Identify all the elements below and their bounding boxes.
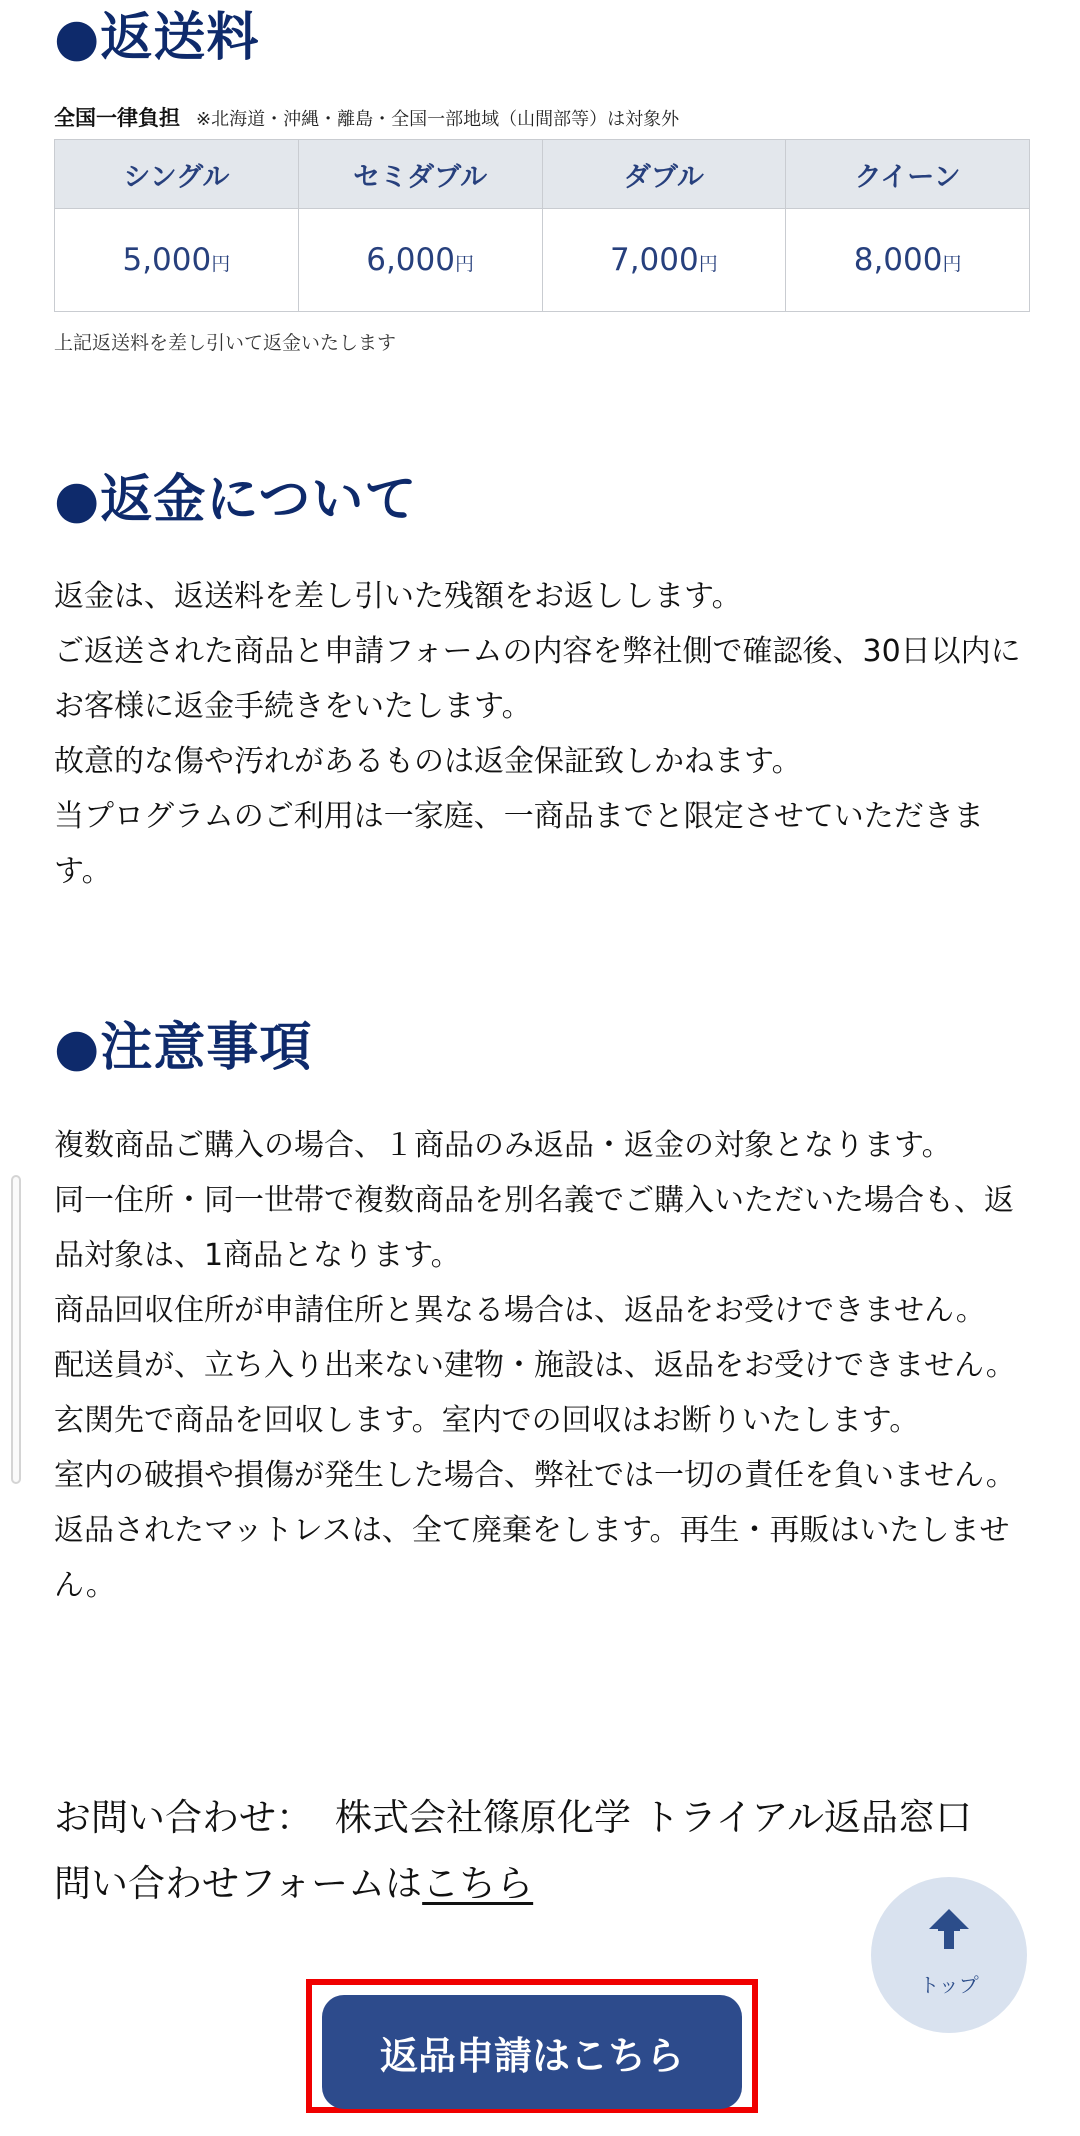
refund-line: 当プログラムのご利用は一家庭、一商品までと限定させていただきます。 (54, 799, 984, 889)
price-value: 7,000 (609, 242, 699, 278)
shipping-fee-table (54, 139, 1030, 312)
notice-line: 室内の破損や損傷が発生した場合、弊社では一切の責任を負いません。 (54, 1458, 1016, 1493)
exclusion-note: ※北海道・沖縄・離島・全国一部地域（山間部等）は対象外 (196, 109, 680, 130)
notice-line: 返品されたマットレスは、全て廃棄をします。再生・再販はいたしません。 (54, 1513, 1010, 1603)
table-row (55, 209, 1030, 312)
price-double (542, 209, 786, 312)
contact-form-line (54, 1851, 972, 1917)
refund-line: 返金は、返送料を差し引いた残額をお返しします。 (54, 579, 742, 614)
yen-unit: 円 (454, 253, 474, 275)
refund-body (54, 569, 1030, 899)
highlight-frame (306, 1979, 758, 2113)
contact-form-link[interactable]: こちら (422, 1862, 534, 1905)
back-to-top-label: トップ (919, 1975, 979, 1997)
refund-line: 故意的な傷や汚れがあるものは返金保証致しかねます。 (54, 744, 802, 779)
price-value: 5,000 (122, 242, 212, 278)
contact-company: 株式会社篠原化学 トライアル返品窓口 (335, 1796, 973, 1839)
contact-section (54, 1785, 972, 1917)
notice-line: 配送員が、立ち入り出来ない建物・施設は、返品をお受けできません。 (54, 1348, 1016, 1383)
yen-unit: 円 (698, 253, 718, 275)
header-semi-double: セミダブル (298, 140, 542, 209)
contact-form-prefix: 問い合わせフォームは (54, 1862, 423, 1905)
table-header-row (55, 140, 1030, 209)
yen-unit: 円 (942, 253, 962, 275)
flat-rate-label: 全国一律負担 (54, 106, 180, 130)
header-queen: クイーン (786, 140, 1030, 209)
table-note: 上記返送料を差し引いて返金いたします (54, 332, 397, 354)
notice-line: 複数商品ご購入の場合、１商品のみ返品・返金の対象となります。 (54, 1128, 952, 1163)
price-semi-double (298, 209, 542, 312)
contact-label: お問い合わせ： (54, 1796, 313, 1839)
shipping-fee-subtitle (54, 104, 679, 134)
price-value: 8,000 (853, 242, 943, 278)
contact-line (54, 1785, 972, 1851)
header-single: シングル (55, 140, 299, 209)
price-single (55, 209, 299, 312)
shipping-fee-title: ●返送料 (54, 8, 260, 68)
back-to-top-button[interactable] (871, 1877, 1027, 2033)
header-double: ダブル (542, 140, 786, 209)
notice-line: 同一住所・同一世帯で複数商品を別名義でご購入いただいた場合も、返品対象は、1商品となります。 (54, 1183, 1014, 1273)
refund-title: ●返金について (54, 470, 418, 530)
arrow-up-icon (925, 1905, 973, 1953)
yen-unit: 円 (211, 253, 231, 275)
scrollbar[interactable] (11, 1175, 21, 1484)
price-queen (786, 209, 1030, 312)
notice-line: 商品回収住所が申請住所と異なる場合は、返品をお受けできません。 (54, 1293, 986, 1328)
price-value: 6,000 (366, 242, 455, 278)
notice-line: 玄関先で商品を回収します。室内での回収はお断りいたします。 (54, 1403, 920, 1438)
notice-body (54, 1118, 1030, 1613)
refund-line: ご返送された商品と申請フォームの内容を弊社側で確認後、30日以内にお客様に返金手続きをいたします。 (54, 634, 1021, 724)
notice-title: ●注意事項 (54, 1018, 313, 1078)
return-application-button[interactable]: 返品申請はこちら (322, 1995, 742, 2109)
